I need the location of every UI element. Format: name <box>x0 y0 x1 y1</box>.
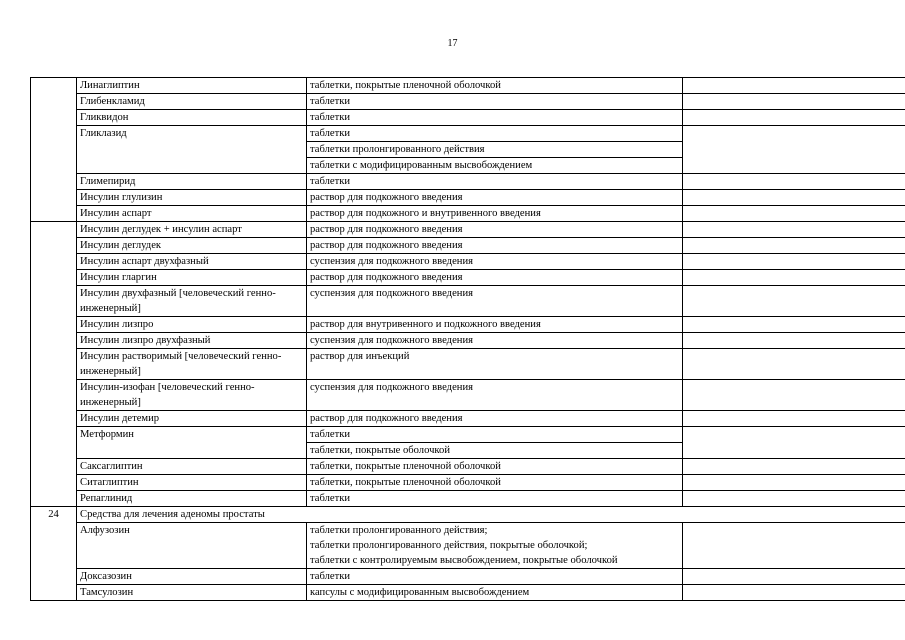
drug-name: Репаглинид <box>77 491 307 507</box>
table-row <box>31 94 905 110</box>
row-number-cell <box>31 78 77 222</box>
extra-cell <box>683 427 905 459</box>
drug-name: Инсулин растворимый [человеческий генно-инженерный] <box>77 349 307 380</box>
dosage-form: таблетки <box>307 569 683 585</box>
table-row <box>31 222 905 238</box>
drug-name: Инсулин глулизин <box>77 190 307 206</box>
drug-name: Доксазозин <box>77 569 307 585</box>
dosage-form: раствор для подкожного введения <box>307 411 683 427</box>
extra-cell <box>683 206 905 222</box>
dosage-form: таблетки <box>307 126 683 142</box>
extra-cell <box>683 270 905 286</box>
drug-name: Алфузозин <box>77 523 307 569</box>
drug-name: Тамсулозин <box>77 585 307 601</box>
row-number-cell <box>31 222 77 507</box>
extra-cell <box>683 317 905 333</box>
table-row <box>31 190 905 206</box>
dosage-form: раствор для подкожного введения <box>307 190 683 206</box>
dosage-form: таблетки, покрытые пленочной оболочкой <box>307 78 683 94</box>
extra-cell <box>683 569 905 585</box>
drug-name: Инсулин аспарт двухфазный <box>77 254 307 270</box>
extra-cell <box>683 459 905 475</box>
drug-name: Инсулин лизпро <box>77 317 307 333</box>
dosage-form: таблетки с модифицированным высвобождением <box>307 158 683 174</box>
table-row <box>31 411 905 427</box>
extra-cell <box>683 333 905 349</box>
table-row <box>31 569 905 585</box>
table-row <box>31 333 905 349</box>
drug-name: Инсулин гларгин <box>77 270 307 286</box>
drug-name: Гликлазид <box>77 126 307 174</box>
extra-cell <box>683 78 905 94</box>
drug-name: Инсулин деглудек <box>77 238 307 254</box>
table-row <box>31 78 905 94</box>
drug-name: Инсулин лизпро двухфазный <box>77 333 307 349</box>
dosage-form-line: таблетки с контролируемым высвобождением, покрытые оболочкой <box>310 555 618 566</box>
dosage-form: капсулы с модифицированным высвобождением <box>307 585 683 601</box>
page-number: 17 <box>447 38 458 49</box>
extra-cell <box>683 174 905 190</box>
dosage-form: таблетки <box>307 491 683 507</box>
drug-name: Глимепирид <box>77 174 307 190</box>
drug-name: Инсулин-изофан [человеческий генно-инженерный] <box>77 380 307 411</box>
dosage-form: таблетки, покрытые оболочкой <box>307 443 683 459</box>
extra-cell <box>683 126 905 174</box>
table-row <box>31 254 905 270</box>
extra-cell <box>683 110 905 126</box>
dosage-form: раствор для подкожного и внутривенного введения <box>307 206 683 222</box>
table-row <box>31 475 905 491</box>
dosage-form: раствор для подкожного введения <box>307 222 683 238</box>
drug-name: Метформин <box>77 427 307 459</box>
dosage-form-line: таблетки пролонгированного действия; <box>310 525 488 536</box>
dosage-form-line: таблетки пролонгированного действия, покрытые оболочкой; <box>310 540 588 551</box>
table-row <box>31 380 905 411</box>
section-title: Средства для лечения аденомы простаты <box>77 507 905 523</box>
extra-cell <box>683 475 905 491</box>
dosage-form: суспензия для подкожного введения <box>307 286 683 317</box>
table-row <box>31 427 905 443</box>
drug-name: Инсулин детемир <box>77 411 307 427</box>
table-row <box>31 349 905 380</box>
drug-name: Гликвидон <box>77 110 307 126</box>
extra-cell <box>683 349 905 380</box>
dosage-form: таблетки пролонгированного действия <box>307 142 683 158</box>
extra-cell <box>683 411 905 427</box>
drug-name: Саксаглиптин <box>77 459 307 475</box>
drug-name: Инсулин аспарт <box>77 206 307 222</box>
dosage-form: таблетки, покрытые пленочной оболочкой <box>307 475 683 491</box>
dosage-form: таблетки <box>307 110 683 126</box>
table-row <box>31 317 905 333</box>
extra-cell <box>683 254 905 270</box>
drug-name: Линаглиптин <box>77 78 307 94</box>
extra-cell <box>683 380 905 411</box>
dosage-form: суспензия для подкожного введения <box>307 380 683 411</box>
drug-name: Инсулин деглудек + инсулин аспарт <box>77 222 307 238</box>
drug-name: Ситаглиптин <box>77 475 307 491</box>
table-row <box>31 286 905 317</box>
section-number: 24 <box>31 507 77 601</box>
table-row <box>31 459 905 475</box>
extra-cell <box>683 523 905 569</box>
table-row <box>31 238 905 254</box>
dosage-form: раствор для подкожного введения <box>307 238 683 254</box>
table-row <box>31 523 905 569</box>
dosage-form: таблетки <box>307 174 683 190</box>
table-row <box>31 270 905 286</box>
extra-cell <box>683 286 905 317</box>
extra-cell <box>683 238 905 254</box>
dosage-form: таблетки, покрытые пленочной оболочкой <box>307 459 683 475</box>
dosage-form: таблетки <box>307 94 683 110</box>
drug-name: Глибенкламид <box>77 94 307 110</box>
table-row <box>31 206 905 222</box>
extra-cell <box>683 585 905 601</box>
dosage-form: суспензия для подкожного введения <box>307 333 683 349</box>
table-row <box>31 491 905 507</box>
table-row <box>31 585 905 601</box>
extra-cell <box>683 222 905 238</box>
table-row <box>31 174 905 190</box>
dosage-form: раствор для инъекций <box>307 349 683 380</box>
extra-cell <box>683 491 905 507</box>
extra-cell <box>683 190 905 206</box>
dosage-form <box>307 523 683 569</box>
drug-table <box>30 77 905 601</box>
table-row <box>31 110 905 126</box>
dosage-form: суспензия для подкожного введения <box>307 254 683 270</box>
dosage-form: таблетки <box>307 427 683 443</box>
section-header-row <box>31 507 905 523</box>
table-row <box>31 126 905 142</box>
extra-cell <box>683 94 905 110</box>
dosage-form: раствор для внутривенного и подкожного введения <box>307 317 683 333</box>
drug-name: Инсулин двухфазный [человеческий генно-инженерный] <box>77 286 307 317</box>
dosage-form: раствор для подкожного введения <box>307 270 683 286</box>
